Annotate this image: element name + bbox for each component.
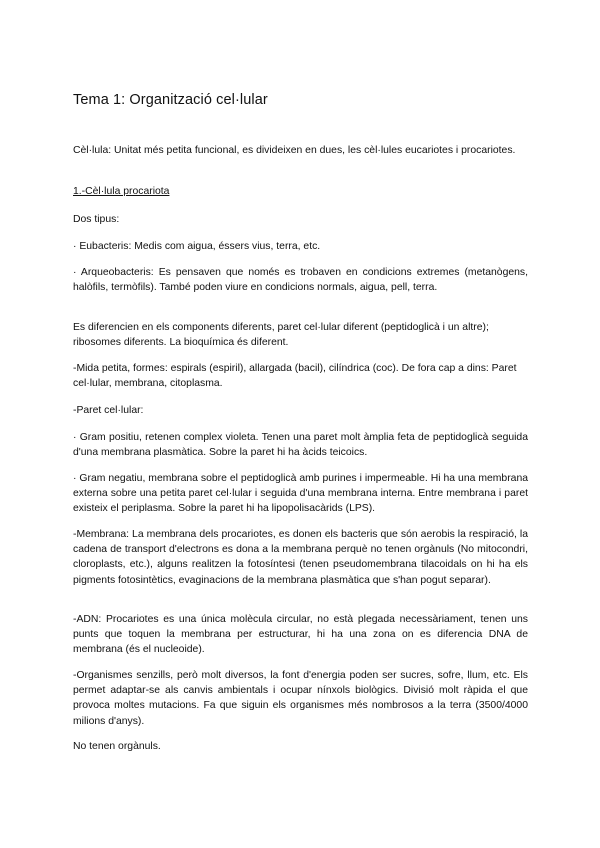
gram-negatiu-paragraph: · Gram negatiu, membrana sobre el peptidoglicà amb purines i impermeable. Hi ha una membrana externa sobre una petita paret cel·lular i seguida d'una membrana interna. Entre membrana i paret existeix el periplasma. Sobre la paret hi ha lipopolisacàrids (LPS). xyxy=(73,473,528,515)
gram-positiu-paragraph: · Gram positiu, retenen complex violeta. Tenen una paret molt àmplia feta de peptidoglicà seguida d'una membrana plasmàtica. Sobre la paret hi ha àcids teicoics. xyxy=(73,432,528,459)
dos-tipus-paragraph: Dos tipus: xyxy=(73,214,120,225)
organismes-paragraph: -Organismes senzills, però molt diversos, la font d'energia poden ser sucres, sofre, llum, etc. Els permet adaptar-se als canvis ambientals i ocupar nínxols biològics. Divisió molt ràpida el que provoca moltes mutacions. Fa que siguin els organismes més nombrosos a la terra (3500/4000 milions d'anys). xyxy=(73,670,528,727)
page-title: Tema 1: Organització cel·lular xyxy=(73,92,268,108)
eubacteris-paragraph: · Eubacteris: Medis com aigua, éssers vius, terra, etc. xyxy=(73,241,321,252)
intro-paragraph: Cèl·lula: Unitat més petita funcional, es divideixen en dues, les cèl·lules eucariotes i procariotes. xyxy=(73,145,516,156)
section-heading: 1.-Cèl·lula procariota xyxy=(73,186,170,197)
no-organuls-paragraph: No tenen orgànuls. xyxy=(73,741,161,752)
paret-heading: -Paret cel·lular: xyxy=(73,405,144,416)
arqueobacteris-paragraph: · Arqueobacteris: Es pensaven que només es trobaven en condicions extremes (metanògens, halòfils, termòfils). També poden viure en condicions normals, aigua, pell, terra. xyxy=(73,267,528,294)
diferencien-paragraph: Es diferencien en els components diferents, paret cel·lular diferent (peptidoglicà i un altre); ribosomes diferents. La bioquímica és diferent. xyxy=(73,322,489,349)
membrana-paragraph: -Membrana: La membrana dels procariotes, es donen els bacteris que són aerobis la respiració, la cadena de transport d'electrons es dona a la membrana perquè no tenen orgànuls (No mitocondri, cloroplasts, etc.), alguns realitzen la fotosíntesi (tenen pseudomembrana tilacoidals on hi ha els pigments fotosintètics, evaginacions de la membrana plasmàtica que s'han pogut separar). xyxy=(73,529,528,586)
mida-paragraph: -Mida petita, formes: espirals (espiril), allargada (bacil), cilíndrica (coc). De fora cap a dins: Paret cel·lular, membrana, citoplasma. xyxy=(73,363,517,390)
adn-paragraph: -ADN: Procariotes es una única molècula circular, no està plegada necessàriament, tenen uns punts que toquen la membrana per estructurar, hi ha una zona on es diferencia DNA de membrana (és el nucleoide). xyxy=(73,614,528,656)
